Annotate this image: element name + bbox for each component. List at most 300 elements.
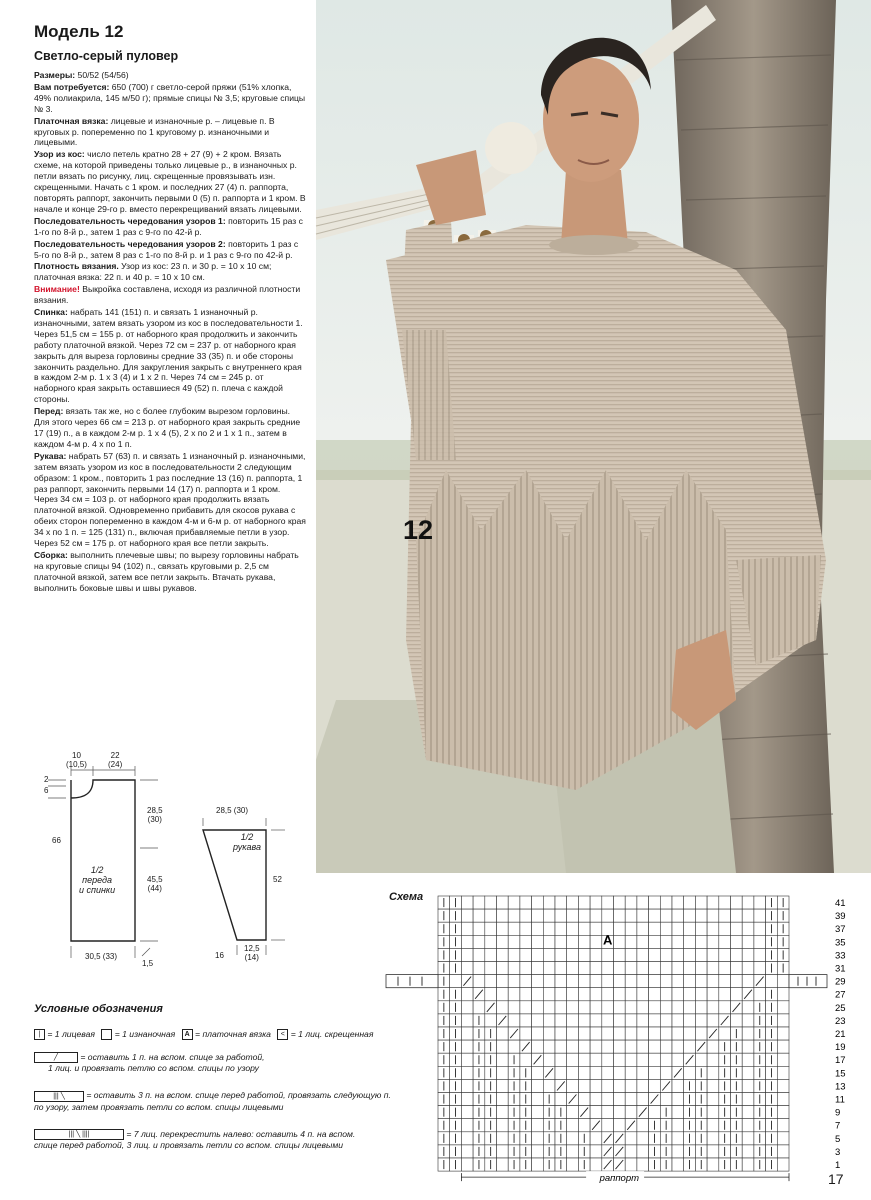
chart-cell xyxy=(731,975,743,988)
chart-cell xyxy=(532,1119,544,1132)
chart-cell xyxy=(532,988,544,1001)
chart-cell xyxy=(731,922,743,935)
chart-cell xyxy=(532,1158,544,1171)
chart-cell xyxy=(543,896,555,909)
chart-cell xyxy=(742,1040,754,1053)
chart-cell xyxy=(602,1119,614,1132)
chart-cell xyxy=(590,1093,602,1106)
paragraph-text: повторить 1 раз с 5-го по 8-й р., затем 8 раз с 1-го по 8-й р. и 1 раз с 9-го по 42-й р. xyxy=(34,238,299,260)
chart-cell xyxy=(602,1027,614,1040)
chart-cell xyxy=(742,1001,754,1014)
instruction-paragraph xyxy=(34,116,306,149)
chart-cell xyxy=(497,1066,509,1079)
chart-cell xyxy=(532,1145,544,1158)
chart-cell xyxy=(695,988,707,1001)
chart-cell xyxy=(614,935,626,948)
chart-cell xyxy=(649,962,661,975)
chart-cell xyxy=(625,1066,637,1079)
chart-cell xyxy=(707,1158,719,1171)
paragraph-label: Перед: xyxy=(34,406,64,417)
chart-cell xyxy=(660,1014,672,1027)
paragraph-label: Рукава: xyxy=(34,450,67,461)
paragraph-text: 50/52 (54/56) xyxy=(75,70,129,80)
chart-cell xyxy=(695,1027,707,1040)
chart-cell xyxy=(684,1066,696,1079)
paragraph-label: Сборка: xyxy=(34,549,68,560)
chart-cell xyxy=(590,1001,602,1014)
paragraph-label: Последовательность чередования узоров 1: xyxy=(34,215,226,226)
chart-cell xyxy=(555,1001,567,1014)
chart-cell xyxy=(777,988,789,1001)
chart-row-number: 11 xyxy=(835,1094,845,1106)
chart-cell xyxy=(485,896,497,909)
body-upper-dim: 28,5 (30) xyxy=(147,806,163,824)
chart-cell xyxy=(578,1053,590,1066)
chart-cell xyxy=(695,1014,707,1027)
chart-cell xyxy=(532,1027,544,1040)
chart-cell xyxy=(719,1027,731,1040)
chart-cell xyxy=(660,1001,672,1014)
chart-cell xyxy=(754,948,766,961)
chart-cell xyxy=(602,975,614,988)
chart-cell xyxy=(461,1053,473,1066)
chart-cell xyxy=(660,922,672,935)
chart-cell xyxy=(590,1066,602,1079)
chart-cell xyxy=(777,1066,789,1079)
chart-cell xyxy=(567,962,579,975)
paragraph-label: Узор из кос: xyxy=(34,149,85,160)
chart-cell xyxy=(731,988,743,1001)
chart-cell xyxy=(485,975,497,988)
chart-cell xyxy=(625,1145,637,1158)
chart-cell xyxy=(625,896,637,909)
chart-cell xyxy=(497,909,509,922)
chart-cell xyxy=(660,1066,672,1079)
chart-cell xyxy=(707,948,719,961)
body-piece-label: 1/2 переда и спинки xyxy=(79,865,116,895)
paragraph-text: набрать 57 (63) п. и связать 1 изнаночный р. изнаночными, затем вязать узором из кос в последовательности 2 следующим образом: 1 кром., повторить 1 раз последние 13 (16) п. раппорта, 1 раз раппорт, закончить первыми 14 (17) п. раппорта и 1 кром. Через 34 см = 103 р. от наборного края продолжить вязать платочной вязкой. Одновременно прибавить для скосов рукава с обеих сторон попеременно в каждом 4-м и 6-м р. от наборного края 34 х по 1 п. = 125 (131) п., включая прибавляемые петли в узор. Через 52 см = 175 р. от наборного края все петли закрыть. xyxy=(34,450,306,549)
chart-cell xyxy=(520,909,532,922)
chart-cell xyxy=(497,988,509,1001)
chart-row-number: 21 xyxy=(835,1029,846,1040)
chart-cell xyxy=(508,935,520,948)
chart-cell xyxy=(485,988,497,1001)
chart-cell xyxy=(625,1014,637,1027)
chart-cell xyxy=(684,896,696,909)
sleeve-piece-label: 1/2 рукава xyxy=(233,832,261,852)
paragraph-text: выполнить плечевые швы; по вырезу горловины набрать на круговые спицы 94 (102) п., связать круговыми р. 2,5 см платочной вязкой, затем все петли закрыть. Втачать рукава, выполнить боковые швы и швы рукавов. xyxy=(34,549,299,593)
chart-cell xyxy=(461,935,473,948)
chart-cell xyxy=(532,1106,544,1119)
paragraph-text: лицевые и изнаночные р. – лицевые п. В круговых р. попеременно по 1 круговому р. изнаночными и лицевыми. xyxy=(34,115,275,148)
chart-cell xyxy=(637,1119,649,1132)
chart-row-number: 23 xyxy=(835,1015,846,1027)
chart-cell xyxy=(578,1027,590,1040)
chart-row-number: 41 xyxy=(835,898,846,909)
chart-cell xyxy=(497,1001,509,1014)
chart-cell xyxy=(614,1106,626,1119)
chart-cell xyxy=(543,1027,555,1040)
chart-cell xyxy=(497,1040,509,1053)
chart-cell xyxy=(578,948,590,961)
chart-cell xyxy=(684,948,696,961)
chart-cell xyxy=(532,1040,544,1053)
chart-cell xyxy=(578,909,590,922)
knitting-chart xyxy=(384,888,846,1185)
chart-cell xyxy=(590,1040,602,1053)
chart-cell xyxy=(578,1001,590,1014)
legend-cross3-text-1: = оставить 3 п. на вспом. спице перед работой, провязать следующую п. xyxy=(86,1090,391,1101)
chart-cell xyxy=(473,896,485,909)
chart-cell xyxy=(532,1093,544,1106)
chart-cell xyxy=(649,975,661,988)
chart-cell xyxy=(707,896,719,909)
chart-cell xyxy=(684,962,696,975)
chart-cell xyxy=(555,1093,567,1106)
chart-cell xyxy=(660,1053,672,1066)
chart-cell xyxy=(461,896,473,909)
chart-cell xyxy=(473,922,485,935)
chart-cell xyxy=(660,962,672,975)
chart-cell xyxy=(660,935,672,948)
chart-row-number: 33 xyxy=(835,950,846,962)
chart-right-extension xyxy=(789,975,827,988)
chart-cell xyxy=(543,922,555,935)
legend-cross1-row xyxy=(34,1052,429,1074)
chart-cell xyxy=(473,935,485,948)
chart-cell xyxy=(520,948,532,961)
chart-cell xyxy=(520,935,532,948)
chart-cell xyxy=(567,1053,579,1066)
chart-row-number: 37 xyxy=(835,924,846,936)
instruction-paragraph xyxy=(34,70,306,81)
chart-cell xyxy=(754,909,766,922)
instruction-paragraph xyxy=(34,307,306,405)
chart-cell xyxy=(461,1119,473,1132)
schematic-lines xyxy=(30,748,310,978)
chart-cell xyxy=(578,922,590,935)
chart-row-number: 3 xyxy=(835,1146,841,1158)
chart-cell xyxy=(672,935,684,948)
chart-cell xyxy=(543,1014,555,1027)
chart-cell xyxy=(707,975,719,988)
chart-cell xyxy=(649,1066,661,1079)
paragraph-text: число петель кратно 28 + 27 (9) + 2 кром. Вязать схеме, на которой приведены только лицевые р., в изнаночных р. петли вязать по рисунку, лиц. скрещенные провязывать изн. скрещенными. Начать с 1 кром. и последних 27 (4) п. раппорта, повторять раппорт, закончить первыми 0 (5) п. раппорта и 1 кром. В начале и конце 29-го р. вместо перекрещиваний вязать лицевыми. xyxy=(34,149,306,214)
chart-cell xyxy=(672,896,684,909)
legend-title: Условные обозначения xyxy=(34,1003,163,1015)
instruction-paragraph xyxy=(34,149,306,214)
chart-cell xyxy=(731,948,743,961)
chart-cell xyxy=(602,909,614,922)
chart-cell xyxy=(777,1158,789,1171)
chart-cell xyxy=(649,896,661,909)
chart-cell xyxy=(614,988,626,1001)
chart-cell xyxy=(461,1040,473,1053)
chart-cell xyxy=(497,935,509,948)
chart-cell xyxy=(602,1053,614,1066)
chart-cell xyxy=(555,922,567,935)
chart-cell xyxy=(754,922,766,935)
body-height: 66 xyxy=(52,836,61,845)
chart-cell xyxy=(497,1132,509,1145)
chart-cell xyxy=(672,1079,684,1092)
chart-cell xyxy=(555,909,567,922)
chart-cell xyxy=(684,935,696,948)
chart-cell xyxy=(555,896,567,909)
paragraph-text: вязать так же, но с более глубоким вырезом горловины. Для этого через 66 см = 213 р. от наборного края закрыть средние 17 (19) п., а в каждом 2-м р. 1 х 4 (5), 2 х по 2 и 1 х 1 п., затем в каждом 4-м р. 4 х по 1 п. xyxy=(34,406,301,449)
chart-row-number: 1 xyxy=(835,1160,841,1171)
chart-cell xyxy=(461,1093,473,1106)
chart-cell xyxy=(625,962,637,975)
chart-cell xyxy=(602,1106,614,1119)
chart-cell xyxy=(555,975,567,988)
legend-cross7-text-2: спице перед работой, 3 лиц. и провязать петли со вспом. спицы лицевыми xyxy=(34,1139,343,1150)
legend-basic-row xyxy=(34,1029,429,1040)
garter-symbol: A xyxy=(182,1029,193,1040)
chart-cell xyxy=(508,975,520,988)
chart-cell xyxy=(497,922,509,935)
chart-cell xyxy=(497,975,509,988)
chart-cell xyxy=(707,1014,719,1027)
chart-cell xyxy=(672,1132,684,1145)
chart-cell xyxy=(602,1001,614,1014)
chart-cell xyxy=(672,1158,684,1171)
chart-cell xyxy=(473,962,485,975)
body-top-right-dim: 22 (24) xyxy=(108,751,123,769)
chart-row-number: 25 xyxy=(835,1002,846,1014)
chart-cell xyxy=(461,1145,473,1158)
chart-cell xyxy=(649,1106,661,1119)
chart-cell xyxy=(684,909,696,922)
chart-cell xyxy=(567,1040,579,1053)
chart-cell xyxy=(508,896,520,909)
chart-cell xyxy=(660,896,672,909)
instruction-paragraph xyxy=(34,261,306,283)
paragraph-text: 650 (700) г светло-серой пряжи (51% хлопка, 49% полиакрила, 145 м/50 г); прямые спицы № 3,5; круговые спицы № 3. xyxy=(34,81,306,114)
chart-cell xyxy=(508,1001,520,1014)
chart-cell xyxy=(567,935,579,948)
chart-cell xyxy=(719,909,731,922)
chart-cell xyxy=(719,948,731,961)
chart-cell xyxy=(672,1014,684,1027)
chart-cell xyxy=(695,962,707,975)
chart-cell xyxy=(532,1014,544,1027)
instruction-paragraph xyxy=(34,451,306,549)
chart-cell xyxy=(614,1053,626,1066)
chart-cell xyxy=(473,909,485,922)
chart-garter-label: A xyxy=(602,932,613,948)
chart-cell xyxy=(520,1014,532,1027)
chart-cell xyxy=(684,975,696,988)
cross3-symbol: ||| ╲ xyxy=(34,1091,84,1102)
chart-cell xyxy=(578,975,590,988)
chart-cell xyxy=(742,962,754,975)
instruction-paragraph xyxy=(34,406,306,450)
chart-cell xyxy=(590,1053,602,1066)
chart-cell xyxy=(719,922,731,935)
chart-cell xyxy=(707,1079,719,1092)
sleeve-top-dim: 28,5 (30) xyxy=(216,806,249,815)
legend-cross7-text-1: = 7 лиц. перекрестить налево: оставить 4 п. на вспом. xyxy=(126,1128,356,1139)
chart-left-extension xyxy=(386,975,438,988)
chart-row-number: 7 xyxy=(835,1120,841,1132)
chart-cell xyxy=(742,1027,754,1040)
chart-cell xyxy=(649,948,661,961)
chart-cell xyxy=(555,1027,567,1040)
chart-cell xyxy=(777,975,789,988)
chart-cell xyxy=(614,975,626,988)
chart-cell xyxy=(497,1158,509,1171)
chart-cell xyxy=(497,1145,509,1158)
chart-row-number: 19 xyxy=(835,1042,846,1054)
instruction-paragraph xyxy=(34,216,306,238)
chart-cell xyxy=(707,1066,719,1079)
model-subtitle: Светло-серый пуловер xyxy=(34,49,179,63)
chart-cell xyxy=(672,1106,684,1119)
chart-cell xyxy=(485,935,497,948)
body-left-6: 6 xyxy=(44,786,49,795)
chart-cell xyxy=(742,1119,754,1132)
chart-cell xyxy=(684,988,696,1001)
chart-cell xyxy=(649,1040,661,1053)
chart-cell xyxy=(777,1106,789,1119)
chart-row-number: 17 xyxy=(835,1055,846,1067)
cross7-symbol: ||| ╲ |||| xyxy=(34,1129,124,1140)
chart-cell xyxy=(625,1079,637,1092)
chart-cell xyxy=(532,1066,544,1079)
chart-row-number: 9 xyxy=(835,1107,841,1119)
legend-twisted-text: = 1 лиц. скрещенная xyxy=(290,1029,374,1039)
chart-cell xyxy=(555,1040,567,1053)
chart-cell xyxy=(602,1014,614,1027)
chart-cell xyxy=(461,909,473,922)
legend-knit-text: = 1 лицевая xyxy=(47,1029,95,1039)
chart-cell xyxy=(602,948,614,961)
chart-cell xyxy=(719,935,731,948)
chart-cell xyxy=(660,1027,672,1040)
chart-cell xyxy=(590,935,602,948)
chart-cell xyxy=(660,988,672,1001)
chart-cell xyxy=(625,1132,637,1145)
chart-cell xyxy=(485,922,497,935)
chart-title: Схема xyxy=(389,891,424,903)
instruction-paragraph xyxy=(34,82,306,115)
chart-cell xyxy=(707,1001,719,1014)
chart-cell xyxy=(731,962,743,975)
chart-cell xyxy=(707,1106,719,1119)
instructions-column xyxy=(34,22,306,595)
chart-cell xyxy=(637,1040,649,1053)
chart-cell xyxy=(660,1093,672,1106)
chart-cell xyxy=(555,1014,567,1027)
paragraph-label: Спинка: xyxy=(34,307,68,318)
chart-cell xyxy=(461,988,473,1001)
chart-cell xyxy=(695,948,707,961)
chart-cell xyxy=(450,975,462,988)
paragraph-label: Размеры: xyxy=(34,70,76,80)
chart-cell xyxy=(543,948,555,961)
cross1-symbol: ╱ xyxy=(34,1052,78,1063)
chart-cell xyxy=(731,909,743,922)
chart-cell xyxy=(625,1001,637,1014)
chart-cell xyxy=(567,988,579,1001)
chart-cell xyxy=(614,909,626,922)
chart-cell xyxy=(754,962,766,975)
chart-cell xyxy=(719,1001,731,1014)
chart-cell xyxy=(707,962,719,975)
chart-cell xyxy=(508,1040,520,1053)
chart-cell xyxy=(543,962,555,975)
chart-cell xyxy=(497,962,509,975)
page-number: 17 xyxy=(828,1171,844,1187)
chart-cell xyxy=(532,896,544,909)
purl-symbol xyxy=(101,1029,112,1040)
chart-cell xyxy=(625,935,637,948)
chart-cell xyxy=(461,1158,473,1171)
chart-cell xyxy=(567,896,579,909)
paragraph-label: Платочная вязка: xyxy=(34,115,109,126)
body-bottom-dim: 30,5 (33) xyxy=(85,952,118,961)
body-left-2: 2 xyxy=(44,775,49,784)
chart-cell xyxy=(461,1001,473,1014)
chart-cell xyxy=(777,1119,789,1132)
chart-cell xyxy=(625,1158,637,1171)
paragraph-label: Вам потребуется: xyxy=(34,81,110,92)
chart-cell xyxy=(508,909,520,922)
chart-cell xyxy=(543,988,555,1001)
chart-cell xyxy=(602,1066,614,1079)
chart-cell xyxy=(637,1158,649,1171)
chart-cell xyxy=(742,909,754,922)
paragraph-text: набрать 141 (151) п. и связать 1 изнаночный р. изнаночными, затем вязать узором из кос в последовательности 1. Через 51,5 см = 155 р. от наборного края продолжить и закончить работу платочной вязкой. Через 72 см = 237 р. от наборного края закрыть для выреза горловины средние 33 (35) п. и обе стороны закончить раздельно. Для закругления закрыть с внутреннего края в каждом 2-м р. 1 х 3 (4) и 1 х 2 п. Через 74 см = 245 р. от наборного края закрыть оставшиеся 49 (52) п. плеча с каждой стороны. xyxy=(34,307,303,405)
chart-cell xyxy=(578,988,590,1001)
chart-cell xyxy=(614,1040,626,1053)
chart-cell xyxy=(719,962,731,975)
chart-cell xyxy=(614,1093,626,1106)
legend-cross3-text-2: по узору, затем провязать петли со вспом. спицы лицевыми xyxy=(34,1101,284,1112)
chart-cell xyxy=(637,1027,649,1040)
chart-cell xyxy=(742,1066,754,1079)
chart-repeat-label: раппорт xyxy=(599,1173,640,1185)
chart-cell xyxy=(672,948,684,961)
chart-cell xyxy=(637,975,649,988)
chart-cell xyxy=(602,896,614,909)
chart-cell xyxy=(578,935,590,948)
chart-cell xyxy=(567,922,579,935)
chart-row-number: 31 xyxy=(835,963,846,975)
chart-cell xyxy=(485,1014,497,1027)
chart-cell xyxy=(461,1027,473,1040)
chart-cell xyxy=(742,1079,754,1092)
chart-cell xyxy=(742,975,754,988)
chart-cell xyxy=(614,1079,626,1092)
chart-cell xyxy=(497,896,509,909)
chart-cell xyxy=(742,1106,754,1119)
chart-cell xyxy=(672,1053,684,1066)
chart-cell xyxy=(625,988,637,1001)
chart-cell xyxy=(649,1027,661,1040)
chart-cell xyxy=(567,1145,579,1158)
chart-cell xyxy=(707,1040,719,1053)
chart-cell xyxy=(695,896,707,909)
chart-cell xyxy=(567,1106,579,1119)
chart-cell xyxy=(649,1079,661,1092)
chart-cell xyxy=(614,1119,626,1132)
chart-cell xyxy=(695,922,707,935)
chart-cell xyxy=(777,1093,789,1106)
chart-cell xyxy=(532,962,544,975)
body-lower-dim: 45,5 (44) xyxy=(147,875,163,893)
